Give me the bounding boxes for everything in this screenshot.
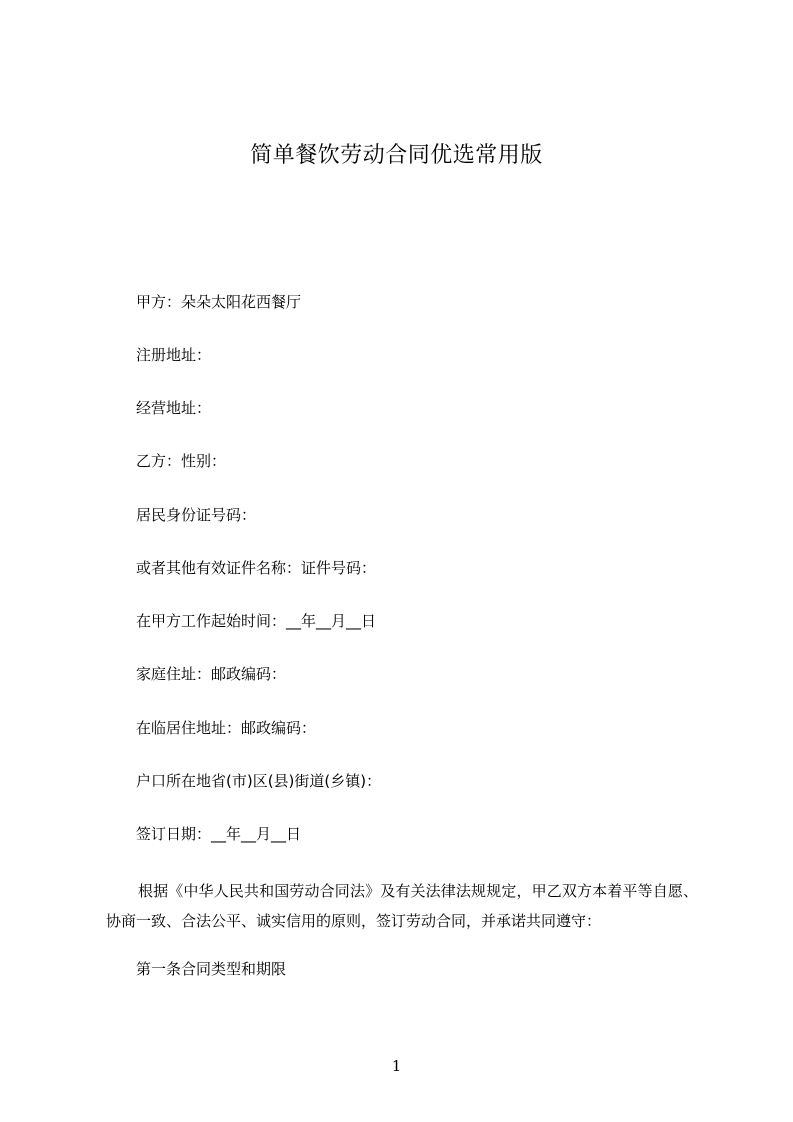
id-number-line: 居民身份证号码：: [136, 506, 257, 524]
other-id-line: 或者其他有效证件名称：证件号码：: [136, 559, 377, 577]
business-address-line: 经营地址：: [136, 399, 212, 417]
home-address-line: 家庭住址：邮政编码：: [136, 665, 287, 683]
temp-address-line: 在临居住地址：邮政编码：: [136, 719, 317, 737]
start-date-line: 在甲方工作起始时间：__年__月__日: [136, 612, 377, 630]
signing-date-line: 签订日期：__年__月__日: [136, 825, 302, 843]
household-registration-line: 户口所在地省(市)区(县)街道(乡镇)：: [136, 772, 382, 790]
party-b-gender-line: 乙方：性别：: [136, 452, 227, 470]
document-title: 简单餐饮劳动合同优选常用版: [250, 143, 543, 168]
page-number: 1: [391, 1057, 402, 1075]
preamble-paragraph: 根据《中华人民共和国劳动合同法》及有关法律法规规定，甲乙双方本着平等自愿、协商一致、合法公平、诚实信用的原则，签订劳动合同，并承诺共同遵守：: [106, 882, 698, 930]
party-a-line: 甲方：朵朵太阳花西餐厅: [136, 293, 302, 311]
registered-address-line: 注册地址：: [136, 346, 212, 364]
section-heading: 第一条合同类型和期限: [136, 960, 287, 978]
